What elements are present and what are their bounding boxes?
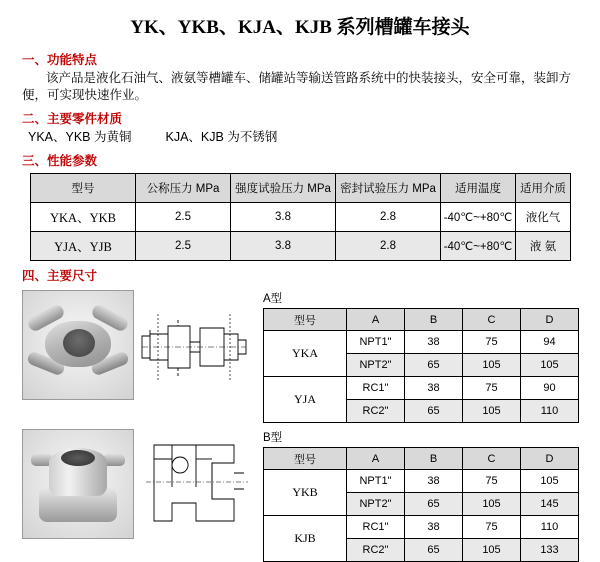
a-col-c: C (463, 309, 521, 331)
spec-r1-strength: 3.8 (231, 203, 336, 232)
b-r4-c: 105 (463, 539, 521, 562)
table-header-row (31, 174, 571, 203)
page-title: YK、YKB、KJA、KJB 系列槽罐车接头 (130, 17, 470, 38)
b-r4-b: 65 (405, 539, 463, 562)
table-row (31, 232, 571, 261)
b-r2-d: 145 (521, 493, 579, 516)
table-row (264, 516, 579, 539)
section-heading-dimensions: 四、主要尺寸 (22, 269, 98, 283)
section-heading-performance: 三、性能参数 (22, 154, 98, 168)
b-r4-a: RC2" (347, 539, 405, 562)
b-r1-d: 105 (521, 470, 579, 493)
photo-bore (61, 450, 95, 466)
b-r3-a: RC1" (347, 516, 405, 539)
spec-col-seal-pressure: 密封试验压力 MPa (336, 174, 441, 203)
b-r3-c: 75 (463, 516, 521, 539)
b-r2-b: 65 (405, 493, 463, 516)
b-type-coupling-photo (22, 429, 134, 539)
a-r1-d: 94 (521, 331, 579, 354)
a-col-b: B (405, 309, 463, 331)
b-type-dimension-table (263, 447, 579, 562)
a-r1-a: NPT1" (347, 331, 405, 354)
spec-r1-seal: 2.8 (336, 203, 441, 232)
b-r1-model: YKB (264, 470, 347, 516)
table-row (264, 331, 579, 354)
a-r2-b: 65 (405, 354, 463, 377)
a-r1-model: YKA (264, 331, 347, 377)
a-col-model: 型号 (264, 309, 347, 331)
a-type-coupling-photo (22, 290, 134, 400)
a-r1-c: 75 (463, 331, 521, 354)
b-type-technical-drawing-svg (138, 429, 253, 537)
a-col-d: D (521, 309, 579, 331)
a-r4-a: RC2" (347, 400, 405, 423)
b-r2-c: 105 (463, 493, 521, 516)
spec-r2-strength: 3.8 (231, 232, 336, 261)
a-r3-d: 90 (521, 377, 579, 400)
spec-col-strength-pressure: 强度试验压力 MPa (231, 174, 336, 203)
b-r4-d: 133 (521, 539, 579, 562)
a-type-table-wrap (263, 290, 600, 423)
b-col-a: A (347, 448, 405, 470)
features-paragraph: 该产品是液化石油气、液氨等槽罐车、储罐站等输送管路系统中的快装接头，安全可靠，装卸方便，可实现快速作业。 (22, 71, 572, 102)
a-r4-b: 65 (405, 400, 463, 423)
b-type-table-wrap (263, 429, 600, 562)
b-r1-b: 38 (405, 470, 463, 493)
spec-r2-nominal: 2.5 (136, 232, 231, 261)
table-header-row (264, 448, 579, 470)
dimension-block-a (22, 290, 600, 423)
table-row (264, 470, 579, 493)
b-col-c: C (463, 448, 521, 470)
spec-col-nominal-pressure: 公称压力 MPa (136, 174, 231, 203)
b-col-model: 型号 (264, 448, 347, 470)
a-type-dimension-table (263, 308, 579, 423)
a-r2-d: 105 (521, 354, 579, 377)
a-type-label: A型 (263, 293, 283, 305)
spec-col-temperature: 适用温度 (441, 174, 516, 203)
table-row (31, 203, 571, 232)
spec-r1-model: YKA、YKB (31, 203, 136, 232)
a-r2-c: 105 (463, 354, 521, 377)
a-r3-a: RC1" (347, 377, 405, 400)
b-r3-d: 110 (521, 516, 579, 539)
a-r2-a: NPT2" (347, 354, 405, 377)
b-type-coupling-drawing (138, 429, 253, 537)
spec-r2-temp: -40℃~+80℃ (441, 232, 516, 261)
materials-line (28, 129, 582, 146)
b-type-label: B型 (263, 432, 283, 444)
b-r1-a: NPT1" (347, 470, 405, 493)
a-r1-b: 38 (405, 331, 463, 354)
b-r1-c: 75 (463, 470, 521, 493)
section-heading-materials: 二、主要零件材质 (22, 112, 123, 126)
photo-coupling-bore (63, 329, 95, 357)
spec-col-medium: 适用介质 (516, 174, 571, 203)
b-r3-b: 38 (405, 516, 463, 539)
b-col-d: D (521, 448, 579, 470)
a-r3-b: 38 (405, 377, 463, 400)
performance-table (30, 173, 571, 261)
spec-r2-seal: 2.8 (336, 232, 441, 261)
table-row (264, 377, 579, 400)
a-r3-model: YJA (264, 377, 347, 423)
a-type-technical-drawing-svg (138, 290, 253, 398)
spec-r1-nominal: 2.5 (136, 203, 231, 232)
b-col-b: B (405, 448, 463, 470)
a-type-coupling-drawing (138, 290, 253, 398)
b-r2-a: NPT2" (347, 493, 405, 516)
spec-col-model: 型号 (31, 174, 136, 203)
materials-brass: YKA、YKB 为黄铜 (28, 130, 132, 144)
spec-r1-temp: -40℃~+80℃ (441, 203, 516, 232)
spec-r2-medium: 液 氨 (516, 232, 571, 261)
spec-r1-medium: 液化气 (516, 203, 571, 232)
section-heading-features: 一、功能特点 (22, 53, 98, 67)
a-col-a: A (347, 309, 405, 331)
table-header-row (264, 309, 579, 331)
dimension-block-b (22, 429, 600, 562)
a-r4-c: 105 (463, 400, 521, 423)
a-r3-c: 75 (463, 377, 521, 400)
dimensions-section (0, 290, 600, 562)
a-r4-d: 110 (521, 400, 579, 423)
spec-r2-model: YJA、YJB (31, 232, 136, 261)
b-r3-model: KJB (264, 516, 347, 562)
materials-steel: KJA、KJB 为不锈钢 (165, 130, 278, 144)
